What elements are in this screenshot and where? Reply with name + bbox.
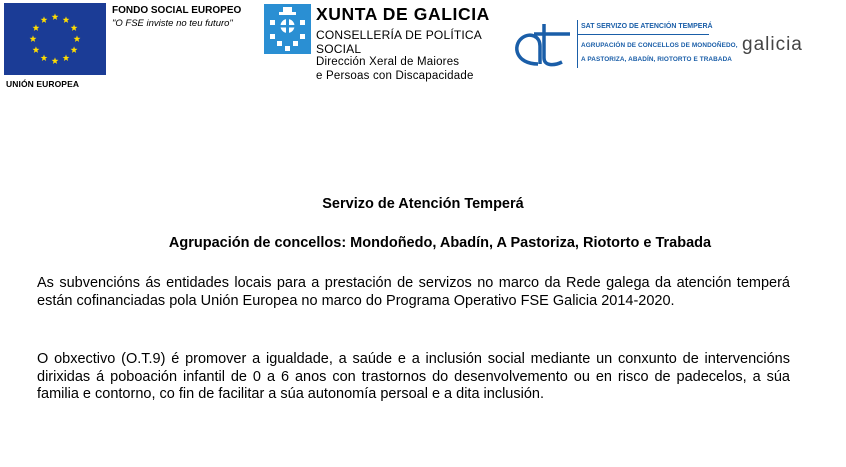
- xunta-title: XUNTA DE GALICIA: [316, 4, 490, 24]
- sat-title: SAT SERVIZO DE ATENCIÓN TEMPERÁ: [581, 23, 713, 30]
- xunta-shield-logo: [264, 4, 311, 54]
- sat-group-line1: AGRUPACIÓN DE CONCELLOS DE MONDOÑEDO,: [581, 42, 738, 49]
- page-heading: Servizo de Atención Temperá: [322, 196, 524, 212]
- objective-paragraph: O obxectivo (O.T.9) é promover a igualdade, a saúde e a inclusión social mediante un conxunto de intervencións dirixidas á poboación infantil de 0 a 6 anos con trastornos do desenvolvemento ou en risco de padecelos, a súa familia e contorno, co fin de facilitar a súa autonomía persoal e a dita inclusión.: [37, 351, 790, 403]
- xunta-directorate-line2: e Persoas con Discapacidade: [316, 70, 474, 82]
- page-subheading: Agrupación de concellos: Mondoñedo, Abadín, A Pastoriza, Riotorto e Trabada: [168, 235, 712, 251]
- fse-motto: "O FSE inviste no teu futuro": [112, 18, 233, 29]
- eu-union-label: UNIÓN EUROPEA: [6, 79, 80, 89]
- xunta-department-line1: CONSELLERÍA DE POLÍTICA: [316, 28, 482, 42]
- sat-group-line2: A PASTORIZA, ABADÍN, RIOTORTO E TRABADA: [581, 56, 733, 63]
- galicia-logo: galicia: [742, 34, 803, 55]
- fse-fund-name: FONDO SOCIAL EUROPEO: [112, 5, 242, 16]
- sat-at-logo: [510, 18, 578, 72]
- eu-flag-logo: [4, 3, 106, 75]
- xunta-directorate-line1: Dirección Xeral de Maiores: [316, 56, 460, 68]
- sat-divider: [578, 34, 709, 35]
- xunta-department-line2: SOCIAL: [316, 42, 362, 56]
- funding-paragraph: As subvencións ás entidades locais para a prestación de servizos no marco da Rede galega da atención temperá están cofinanciadas pola Unión Europea no marco do Programa Operativo FSE Galicia 2014-2020.: [37, 275, 790, 309]
